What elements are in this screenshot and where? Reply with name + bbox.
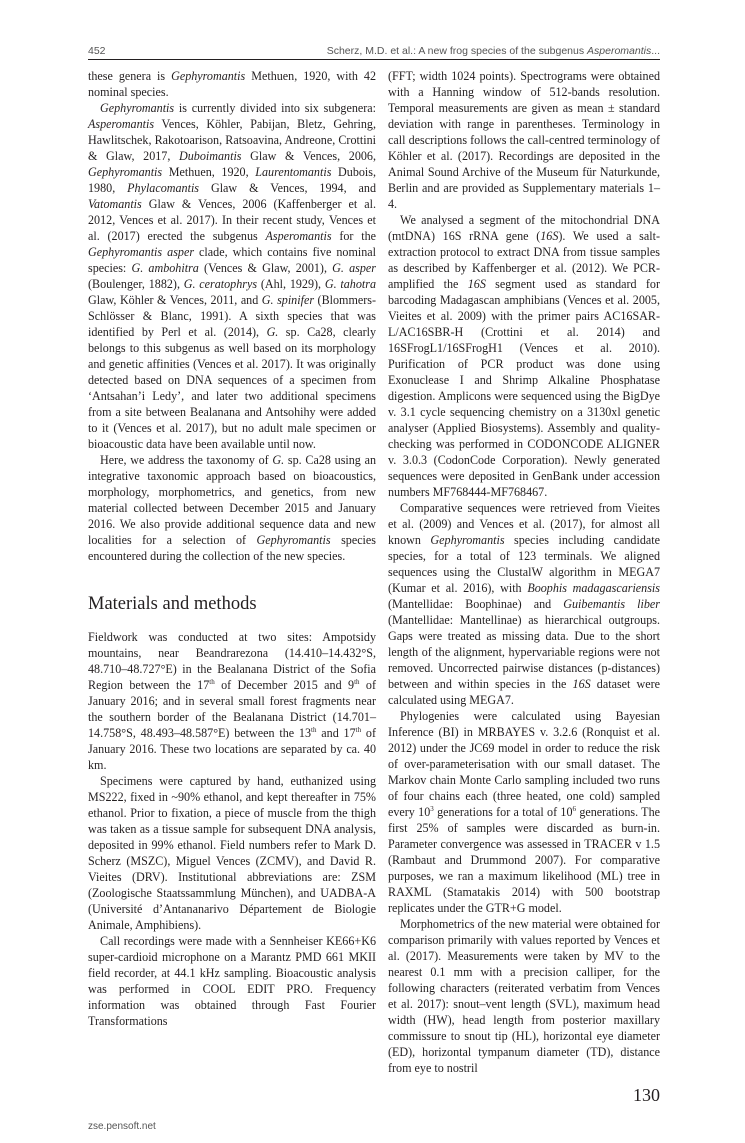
paragraph: these genera is Gephyromantis Methuen, 1920, with 42 nominal species. <box>88 69 376 99</box>
paragraph: Comparative sequences were retrieved from Vieites et al. (2009) and Vences et al. (2017), for almost all known Gephyromantis species including candidate species, for a total of 123 terminals. We aligned sequences using the ClustalW algorithm in MEGA7 (Kumar et al. 2016), with Boophis madagascariensis (Mantellidae: Boophinae) and Guibemantis liber (Mantellidae: Mantellinae) as hierarchical outgroups. Gaps were treated as missing data. Due to the short length of the alignment, hypervariable regions were not removed. Uncorrected pairwise distances (p-distances) between and within species in the 16S dataset were calculated using MEGA7. <box>388 501 660 707</box>
left-column <box>88 68 376 1029</box>
paragraph: Gephyromantis is currently divided into six subgenera: Asperomantis Vences, Köhler, Pabijan, Bletz, Gehring, Hawlitschek, Rakotoarison, Ratsoavina, Andreone, Crottini & Glaw, 2017, Duboimantis Glaw & Vences, 2006, Gephyromantis Methuen, 1920, Laurentomantis Dubois, 1980, Phylacomantis Glaw & Vences, 1994, and Vatomantis Glaw & Vences, 2006 (Kaffenberger et al. 2012, Vences et al. 2017). In their recent study, Vences et al. (2017) erected the subgenus Asperomantis for the Gephyromantis asper clade, which contains five nominal species: G. ambohitra (Vences & Glaw, 2001), G. asper (Boulenger, 1882), G. ceratophrys (Ahl, 1929), G. tahotra Glaw, Köhler & Vences, 2011, and G. spinifer (Blommers-Schlösser & Blanc, 1991). A sixth species that was identified by Perl et al. (2014), G. sp. Ca28, clearly belongs to this subgenus as well based on its morphology and genetic affinities (Vences et al. 2017). It was originally detected based on DNA sequences of a specimen from ‘Antsahan’i Ledy’, and later two additional specimens from a site between Bealanana and Antsohihy were added to it (Vences et al. 2017), but no adult male specimen or bioacoustic data have been available until now. <box>88 101 376 451</box>
section-heading: Materials and methods <box>88 594 257 614</box>
paragraph: Fieldwork was conducted at two sites: Ampotsidy mountains, near Beandrarezona (14.410–14.432°S, 48.710–48.727°E) in the Bealanana District of the Sofia Region between the 17th of December 2015 and 9th of January 2016; and in several small forest fragments near the southern border of the Bealanana District (14.701–14.758°S, 48.493–48.587°E) between the 13th and 17th of January 2016. These two locations are separated by ca. 40 km. <box>88 630 376 772</box>
paragraph: Call recordings were made with a Sennheiser KE66+K6 super-cardioid microphone on a Marantz PMD 661 MKII field recorder, at 44.1 kHz sampling. Bioacoustic analysis was performed in COOL EDIT PRO. Frequency information was obtained through Fast Fourier Transformations <box>88 934 376 1028</box>
header-page-number: 452 <box>88 45 106 57</box>
header-running-title: Scherz, M.D. et al.: A new frog species of the subgenus Asperomantis... <box>326 45 660 57</box>
paragraph: We analysed a segment of the mitochondrial DNA (mtDNA) 16S rRNA gene (16S). We used a salt-extraction protocol to extract DNA from tissue samples as described by Kaffenberger et al. (2012). We PCR-amplified the 16S segment used as standard for barcoding Madagascan amphibians (Vences et al. 2005, Vieites et al. 2009) with the primer pairs AC16SAR-L/AC16SBR-H (Crottini et al. 2014) and 16SFrogL1/16SFrogH1 (Vences et al. 2010). Purification of PCR product was done using Exonuclease I and Shrimp Alkaline Phosphatase digestion. Amplicons were sequenced using the BigDye v. 3.1 cycle sequencing chemistry on a 3130xl genetic analyser (Applied Biosystems). Assembly and quality-checking was performed in CODONCODE ALIGNER v. 3.0.3 (CodonCode Corporation). Newly generated sequences were deposited in GenBank under accession numbers MF768444-MF768467. <box>388 213 661 499</box>
paragraph: Phylogenies were calculated using Bayesian Inference (BI) in MRBAYES v. 3.2.6 (Ronquist et al. 2012) under the JC69 model in order to reduce the risk of over-parameterisation with our small dataset. The Markov chain Monte Carlo sampling included two runs of four chains each (three heated, one cold) sampled every $10^3$ generations for a total of $10^6$ generations. The first 25% of samples were discarded as burn-in. Parameter convergence was assessed in TRACER v 1.5 (Rambaut and Drummond 2007). For comparative purposes, we ran a maximum likelihood (ML) tree in RAXML (Stamatakis 2014) with 500 bootstrap replicates under the GTR+G model. <box>388 709 660 915</box>
paragraph: (FFT; width 1024 points). Spectrograms were obtained with a Hanning window of 512-bands resolution. Temporal measurements are given as mean ± standard deviation with range in parentheses. Terminology in call descriptions follows the call-centred terminology of Köhler et al. (2017). Recordings are deposited in the Animal Sound Archive of the Museum für Naturkunde, Berlin and are provided as Supplementary materials 1–4. <box>388 69 660 211</box>
paragraph: Specimens were captured by hand, euthanized using MS222, fixed in ~90% ethanol, and kept thereafter in 75% ethanol. Prior to fixation, a piece of muscle from the thigh was taken as a tissue sample for subsequent DNA analysis, deposited in 99% ethanol. Field numbers refer to Mark D. Scherz (MSZC), Miguel Vences (ZCMV), and David R. Vieites (DRV). Institutional abbreviations are: ZSM (Zoologische Staatssammlung München), and UADBA-A (Université d’Antananarivo Département de Biologie Animale, Amphibiens). <box>88 774 376 932</box>
footer-website-link[interactable]: zse.pensoft.net <box>88 1121 156 1132</box>
article-page-number: 130 <box>633 1085 660 1105</box>
running-header <box>88 43 660 60</box>
paragraph: Here, we address the taxonomy of G. sp. Ca28 using an integrative taxonomic approach based on bioacoustics, morphology, morphometrics, and genetics, from new material collected between December 2015 and January 2016. We also provide additional sequence data and new localities for a selection of Gephyromantis species encountered during the collection of the new species. <box>88 453 376 563</box>
right-column <box>388 68 660 1076</box>
paragraph: Morphometrics of the new material were obtained for comparison primarily with values reported by Vences et al. (2017). Measurements were taken by MV to the nearest 0.1 mm with a precision calliper, for the following characters (reiterated verbatim from Vences et al. 2017): snout–vent length (SVL), maximum head width (HW), head length from posterior maxillary commissure to snout tip (HL), horizontal eye diameter (ED), horizontal tympanum diameter (TD), distance from eye to nostril <box>388 917 660 1075</box>
